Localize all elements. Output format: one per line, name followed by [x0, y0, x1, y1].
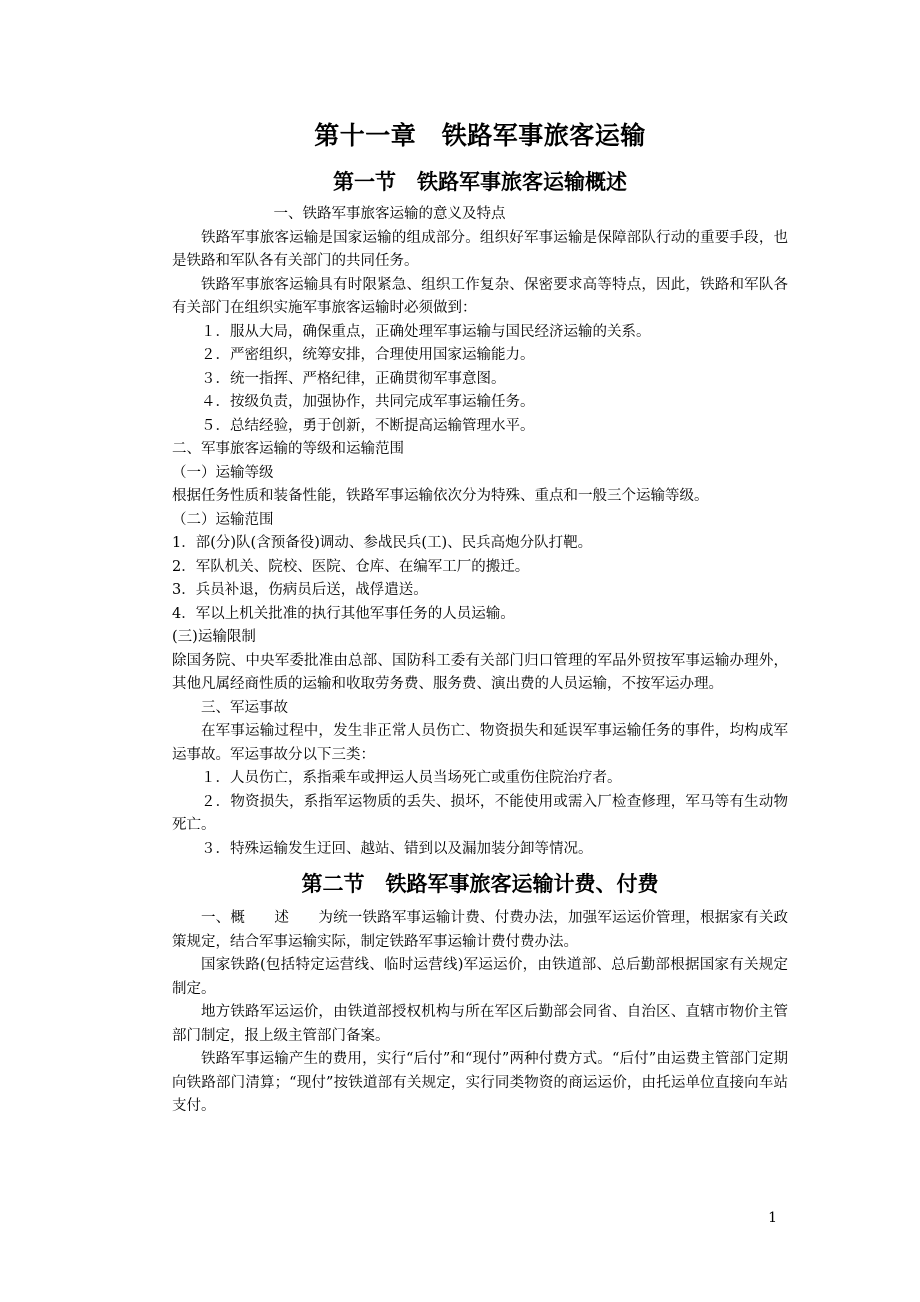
list-item: ５．总结经验，勇于创新，不断提高运输管理水平。 [201, 417, 535, 434]
section-2-paragraph-3: 地方铁路军运运价，由铁道部授权机构与所在军区后勤部会同省、自治区、直辖市物价主管部门制定，报上级主管部门备案。 [172, 1004, 788, 1044]
transport-scope-heading: （二）运输范围 [172, 511, 274, 528]
list-item: ２．严密组织，统筹安排，合理使用国家运输能力。 [201, 347, 535, 363]
section-1-paragraph-3: 在军事运输过程中，发生非正常人员伤亡、物资损失和延误军事运输任务的事件，均构成军运事故。军运事故分以下三类： [172, 723, 788, 763]
transport-limit-heading: (三)运输限制 [172, 629, 256, 645]
list-item: 4．军以上机关批准的执行其他军事任务的人员运输。 [172, 605, 515, 622]
section-2-paragraph-4: 铁路军事运输产生的费用，实行“后付”和“现付”两种付费方式。“后付”由运费主管部门定期向铁路部门清算；“现付”按铁道部有关规定，实行同类物资的商运运价，由托运单位直接向车站支付。 [172, 1051, 788, 1114]
page-number: 1 [768, 1210, 777, 1226]
document-body [172, 118, 788, 1119]
transport-limit-text: 除国务院、中央军委批准由总部、国防科工委有关部门归口管理的军品外贸按军事运输办理外，其他凡属经商性质的运输和收取劳务费、服务费、演出费的人员运输，不按军运办理。 [172, 652, 788, 692]
list-item: ３．特殊运输发生迂回、越站、错到以及漏加装分卸等情况。 [201, 840, 593, 857]
chapter-title: 第十一章 铁路军事旅客运输 [314, 121, 646, 150]
transport-grade-heading: （一）运输等级 [172, 464, 274, 481]
section-1-subhead-1: 一、铁路军事旅客运输的意义及特点 [273, 206, 506, 222]
list-item: 2．军队机关、院校、医院、仓库、在编军工厂的搬迁。 [172, 558, 530, 575]
list-item: １．服从大局，确保重点，正确处理军事运输与国民经济运输的关系。 [201, 323, 651, 340]
list-item: ２．物资损失，系指军运物质的丢失、损坏，不能使用或需入厂检查修理，军马等有生动物死亡。 [172, 793, 788, 833]
list-item: １．人员伤亡，系指乘车或押运人员当场死亡或重伤住院治疗者。 [201, 770, 622, 786]
section-1-paragraph-2: 铁路军事旅客运输具有时限紧急、组织工作复杂、保密要求高等特点，因此，铁路和军队各有关部门在组织实施军事旅客运输时必须做到： [172, 276, 788, 316]
section-1-subhead-2: 二、军事旅客运输的等级和运输范围 [172, 441, 404, 457]
list-item: ３．统一指挥、严格纪律，正确贯彻军事意图。 [201, 370, 506, 387]
section-1-subhead-3: 三、军运事故 [201, 699, 288, 716]
section-2-paragraph-1: 一、概 述 为统一铁路军事运输计费、付费办法，加强军运运价管理，根据家有关政策规定，结合军事运输实际，制定铁路军事运输计费付费办法。 [172, 910, 788, 950]
section-2-paragraph-2: 国家铁路(包括特定运营线、临时运营线)军运运价，由铁道部、总后勤部根据国家有关规定制定。 [172, 957, 788, 997]
transport-grade-text: 根据任务性质和装备性能，铁路军事运输依次分为特殊、重点和一般三个运输等级。 [172, 488, 709, 504]
list-item: 1．部(分)队(含预备役)调动、参战民兵(工)、民兵高炮分队打靶。 [172, 535, 593, 551]
section-1-title: 第一节 铁路军事旅客运输概述 [333, 169, 627, 194]
section-2-title: 第二节 铁路军事旅客运输计费、付费 [301, 871, 659, 896]
list-item: ４．按级负责，加强协作，共同完成军事运输任务。 [201, 394, 535, 410]
section-1-paragraph-1: 铁路军事旅客运输是国家运输的组成部分。组织好军事运输是保障部队行动的重要手段，也是铁路和军队各有关部门的共同任务。 [172, 229, 788, 269]
list-item: 3．兵员补退，伤病员后送，战俘遣送。 [172, 582, 428, 598]
